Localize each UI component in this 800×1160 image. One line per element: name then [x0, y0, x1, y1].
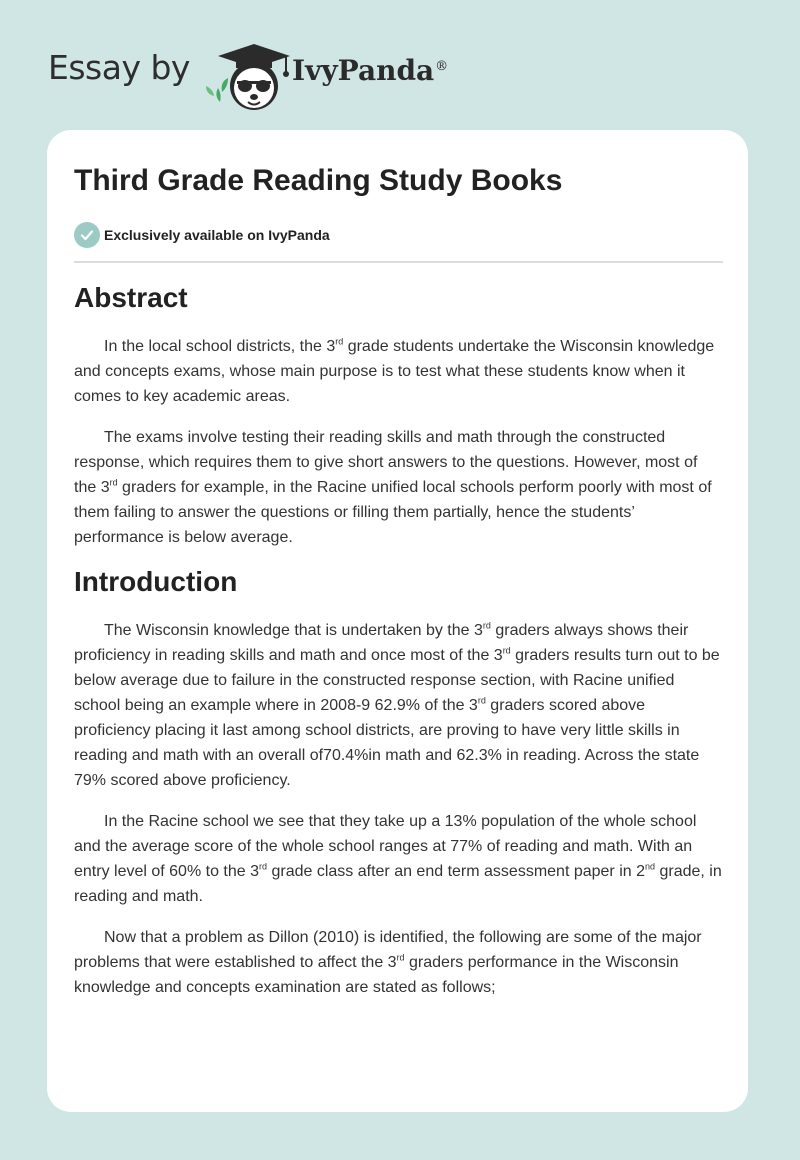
- registered-mark: ®: [435, 58, 449, 74]
- section-heading: Introduction: [74, 566, 238, 597]
- essay-card: [47, 130, 748, 1112]
- ordinal-suffix: rd: [502, 645, 511, 656]
- section-heading: Abstract: [74, 282, 188, 313]
- ordinal-suffix: rd: [109, 477, 118, 488]
- check-icon: [74, 222, 100, 248]
- brand-name-text: IvyPanda: [292, 54, 435, 87]
- paragraph: In the Racine school we see that they take up a 13% population of the whole school and the average score of the whole school ranges at 77% of reading and math. With an entry level of 60% to the 3rd grade class after an end term assessment paper in 2nd grade, in reading and math.: [74, 813, 722, 905]
- paragraph: In the local school districts, the 3rd grade students undertake the Wisconsin knowledge and concepts exams, whose main purpose is to test what these students know when it comes to key academic areas.: [74, 336, 715, 405]
- panda-logo-icon: [200, 34, 300, 114]
- paragraph: The exams involve testing their reading skills and math through the constructed response, which requires them to give short answers to the questions. However, most of the 3rd graders for example, in the Racine unified local schools perform poorly with most of them failing to answer the questions or filling them partially, hence the students’ performance is below average.: [74, 429, 712, 546]
- essay-by-text: Essay by: [48, 48, 190, 87]
- ordinal-suffix: rd: [482, 620, 491, 631]
- ordinal-suffix: rd: [335, 336, 344, 347]
- ordinal-suffix: rd: [396, 952, 405, 963]
- page-title: Third Grade Reading Study Books: [74, 164, 563, 197]
- ordinal-suffix: rd: [477, 695, 486, 706]
- exclusive-badge: [74, 222, 330, 248]
- article-body: [74, 282, 723, 1016]
- brand-name: [292, 54, 448, 87]
- badge-label: Exclusively available on IvyPanda: [104, 227, 330, 243]
- ordinal-suffix: rd: [259, 861, 268, 872]
- divider: [74, 261, 723, 263]
- paragraph: The Wisconsin knowledge that is undertaken by the 3rd graders always shows their proficiency in reading skills and math and once most of the 3rd graders results turn out to be below average due to failure in the constructed response section, with Racine unified school being an example where in 2008-9 62.9% of the 3rd graders scored above proficiency placing it last among school districts, are proving to have very little skills in reading and math with an overall of70.4%in math and 62.3% in reading. Across the state 79% scored above proficiency.: [74, 620, 720, 789]
- site-header: [48, 30, 768, 120]
- ordinal-suffix: nd: [645, 861, 656, 872]
- paragraph: Now that a problem as Dillon (2010) is identified, the following are some of the major problems that were established to affect the 3rd graders performance in the Wisconsin knowledge and concepts examination are stated as follows;: [74, 929, 702, 996]
